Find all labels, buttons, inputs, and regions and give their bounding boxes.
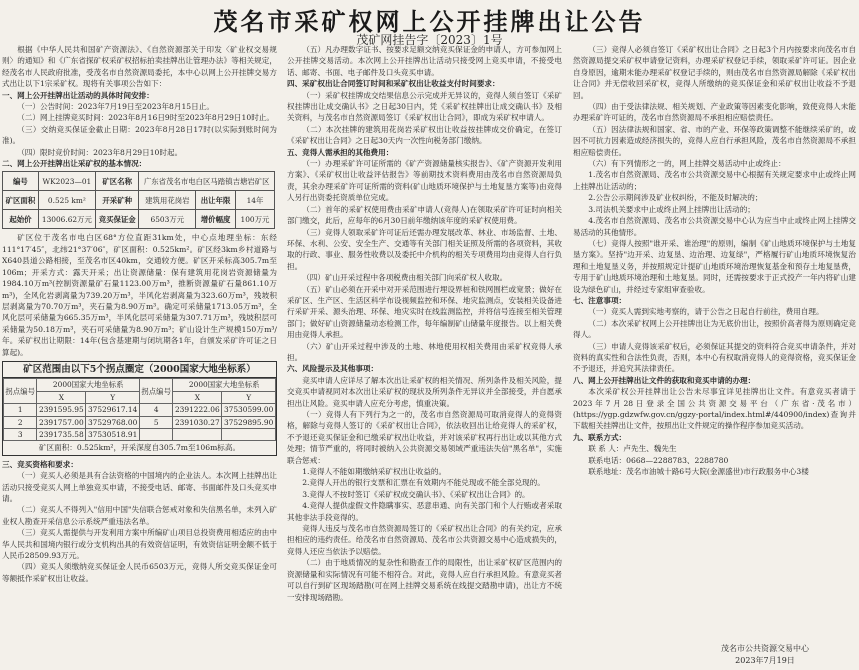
col-header-x: X [173,391,222,403]
table-cell: 开采矿种 [95,191,139,210]
s6-item: （六）有下列情形之一的，网上挂牌交易活动中止或终止： [588,159,786,169]
table-row [3,172,275,191]
s5-item: （三）竞得人领取采矿许可证后还需办理发展改革、林业、市场监督、土地、环保、水利、公安、安全生产、交通等有关部门相关证照及所需的各项资料，其收取的行政、事业、服务性收费以及委托中介机构的相关专项费用均由竞得人自行负担。 [287,227,562,271]
table-cell: 100万元 [235,210,274,229]
s6-item: （一）竞得人有下列行为之一的，茂名市自然资源局可取消竞得人的竞得资格，解除与竞得人签订的《采矿权出让合同》，依法收回出让给竞得人的采矿权，不予退还竞买保证金和已缴采矿权出让收益，并对该采矿权再行出让或以其他方式处理；情节严重的，将同时被纳入公共资源交易领域严重违法失信"黑名单"，实施联合惩戒： [287,410,562,465]
s5-item: （一）办理采矿许可证所需的《矿产资源储量核实报告》、《矿产资源开发利用方案》、《采矿权出让收益评估报告》等前期技术资料费用由茂名市自然资源局负责，其余办理采矿许可证所需的资料(矿山地质环境保护与土地复垦方案等)由竞得人另行出资委托资质单位完成。 [287,159,562,203]
table-cell: 矿区名称 [95,172,139,191]
coordinate-box [2,361,277,456]
section-4-heading: 四、采矿权出让合同签订时间和采矿权出让收益支付时间要求： [287,79,500,89]
s6-item: 4.竞得人提供虚假文件隐瞒事实、恶意串通、向有关部门和个人行贿或者采取其他非法手段竞得的。 [287,501,562,522]
col-header-x: X [37,391,86,403]
section-2-heading: 二、网上公开挂牌出让采矿权的基本情况： [2,159,147,169]
s6-item: （三）竞得人必须自签订《采矿权出让合同》之日起3个月内按要求向茂名市自然资源局提交采矿权申请登记资料，办理采矿权登记手续，领取采矿许可证。因企业自身原因，逾期未能办理采矿权登记手续的，则由茂名市自然资源局解除《采矿权出让合同》并无偿收回采矿权，竞得人所缴纳的竞买保证金和采矿权出让收益不予退回。 [573,45,856,100]
table-cell: 37529617.14 [86,404,140,416]
table-row [4,428,276,440]
table-row [3,210,275,229]
s3-item: （四）竞买人须缴纳竞买保证金人民币6503万元，竞得人所交竞买保证金可等额抵作采矿权出让收益。 [2,562,277,583]
table-cell: 出让年限 [196,191,236,210]
s4-item: （一）采矿权挂牌成交结果信息公示完成并无异议的，竞得人须自签订《采矿权挂牌出让成交确认书》之日起30日内，凭《采矿权挂牌出让成交确认书》及相关资料，与茂名市自然资源局签订《采矿权出让合同》，即成为采矿权申请人。 [287,90,562,123]
table-cell: 增价幅度 [196,210,236,229]
table-cell: 2391595.95 [37,404,86,416]
coordinate-title: 矿区范围由以下5个拐点圈定（2000国家大地坐标系） [3,362,276,378]
coordinate-table [3,378,276,441]
signature-block [680,643,850,667]
s6-item: （四）由于受法律法规、相关规划、产业政策等因素变化影响，致使竞得人未能办理采矿许可证的，茂名市自然资源局不承担相应赔偿责任。 [573,102,856,123]
table-cell: 5 [139,416,172,428]
mining-right-basic-table [2,171,275,229]
table-cell: 4 [139,404,172,416]
table-cell: 2391030.27 [173,416,222,428]
s6-item: 1.茂名市自然资源局、茂名市公共资源交易中心根据有关规定要求中止或终止网上挂牌出让活动的； [573,170,856,191]
s8-item: 本次采矿权公开挂牌出让公告未尽事宜详见挂牌出让文件。有意竞买者请于2023年7月28日登录全国公共资源交易平台（广东省·茂名市）(https://ygp.gdzwfw.gov.cn/ggzy-portal/index.html#/440900/index)查询并下载相关挂牌出让文件，按照出让文件规定的操作程序参加竞买活动。 [573,387,856,431]
s6-item: （二）由于地质情况的复杂性和勘查工作的局限性，出让采矿权矿区范围内的资源储量和实际情况有可能不相符合。对此，竞得人应自行承担风险。有意竞买者可以自行到矿区现场踏勘(可在网上挂牌交易系统在线提交踏勘申请)，出让方不统一安排现场踏勘。 [287,558,562,602]
s3-item: （二）竞买人不得列入"信用中国"失信联合惩戒对象和失信黑名单，未列入矿业权人勘查开采信息公示系统严重违法名单。 [2,505,277,526]
s5-item: （二）首年的采矿权使用费由采矿申请人(竞得人)在领取采矿许可证时向相关部门缴交，此后，应每年的6月30日前年缴纳该年度的采矿权使用费。 [287,204,562,226]
table-cell: 竞买保证金 [95,210,139,229]
contact-address: 联系地址：茂名市油城十路6号大院(金源盛世)市行政服务中心3楼 [588,467,809,477]
s6-item: 竞买申请人应详尽了解本次出让采矿权的相关情况、所列条件及相关风险，提交竞买申请视同对本次出让采矿权的现状及所列条件无异议并全部接受，并自愿承担出让风险。竞买申请人应充分考虑，慎重决策。 [287,375,562,408]
table-cell: 14年 [235,191,274,210]
s1-item: （二）网上挂牌竞买时间：2023年8月16日9时至2023年8月29日10时止。 [17,113,274,123]
table-cell [173,428,222,440]
coordinate-footer: 矿区面积：0.525km²，开采深度自305.7m至106m标高。 [38,443,241,453]
col-header: 拐点编号 [139,379,172,404]
table-cell: 矿区面积 [3,191,39,210]
section-6-heading: 六、风险提示及其他事项： [287,364,379,374]
intro-paragraph: 根据《中华人民共和国矿产资源法》、《自然资源部关于印发〈矿业权交易规则〉的通知》和《广东省探矿权采矿权招标拍卖挂牌出让管理办法》等相关规定，经茂名市人民政府批准，受茂名市自然资源局委托，本中心以网上公开挂牌交易方式出让以下1宗采矿权。现将有关事项公告如下： [2,45,277,89]
table-cell: 1 [4,404,37,416]
section-5-heading: 五、竞得人需承担的其他费用： [287,147,394,157]
table-cell: 37530599.00 [222,404,276,416]
section-3-heading: 三、竞买资格和要求： [2,459,78,469]
s6-item: 竞得人违反与茂名市自然资源局签订的《采矿权出让合同》的有关约定，应承担相应的违约责任。给茂名市自然资源局、茂名市公共资源交易中心造成损失的，竞得人还应当依法予以赔偿。 [287,524,562,556]
signature-org: 茂名市公共资源交易中心 [721,644,809,653]
table-cell: 3 [4,428,37,440]
section-8-heading: 八、网上公开挂牌出让文件的获取和竞买申请的办理： [573,375,756,385]
table-cell: 2 [4,416,37,428]
s1-item: （三）交纳竞买保证金截止日期：2023年8月28日17时(以实际到账时间为准)。 [2,124,277,146]
s5-item: （六）矿山开采过程中涉及的土地、林地使用权相关费用由采矿权竞得人承担。 [287,341,562,362]
s6-item: （七）竞得人按照"谁开采、谁治理"的原则，编制《矿山地质环境保护与土地复垦方案》。坚持"边开采、边复垦、边治理、边复绿"，严格履行矿山地质环境恢复治理和土地复垦义务，并按照规定计提矿山地质环境治理恢复基金和预存土地复垦费，专用于矿山地质环境治理和土地复垦。同时，还需按要求于正式投产一年内将矿山建设为绿色矿山，并经过专家组审查验收。 [573,238,856,294]
table-cell: 2391222.06 [173,404,222,416]
table-cell: 6503万元 [139,210,196,229]
table-cell: 广东省茂名市电白区马踏镇吉塘岩矿区 [139,172,275,191]
table-cell: 编号 [3,172,39,191]
col-header: 拐点编号 [4,379,37,404]
table-cell: 37530518.91 [86,428,140,440]
contact-person: 联 系 人：卢先生、魏先生 [588,444,677,454]
s3-item: （一）竞买人必须是具有合法资格的中国境内的企业法人。本次网上挂牌出让活动只接受竞买人网上单独竞买申请，不接受电话、邮寄、书面邮件及口头竞买申请。 [2,471,277,503]
table-cell: 37529768.00 [86,416,140,428]
table-cell [139,428,172,440]
s6-item: 2.公告公示期间涉及矿业权纠纷，不能及时解决的； [588,193,763,203]
s3-item: （三）竞买人需提供与开发利用方案中所编矿山项目总投资费用相适应的由中华人民共和国境内银行或分支机构出具的有效资信证明，有效资信证明金额不低于人民币28509.93万元。 [2,528,277,561]
s5-item: （四）矿山开采过程中各项税费由相关部门向采矿权人收取。 [302,273,508,283]
table-row [4,416,276,428]
table-cell: 建筑用花岗岩 [139,191,196,210]
table-cell: 13006.62万元 [38,210,95,229]
section-9-heading: 九、联系方式： [573,432,627,442]
s6-item: 2.竞得人开出的银行支票和汇票在有效期内不能兑现或不能全部兑现的。 [302,478,545,488]
s6-item: 3.竞得人不按时签订《采矿权成交确认书》、《采矿权出让合同》的。 [302,489,530,499]
s1-item: （四）限时竞价时间：2023年8月29日10时起。 [17,147,183,157]
table-cell: 0.525 km² [38,191,95,210]
table-cell [222,428,276,440]
column-2 [287,44,562,603]
col-header: 2000国家大地坐标系 [37,379,140,391]
contact-phone: 联系电话：0668—2288783、2288780 [588,455,729,465]
table-row [4,404,276,416]
table-cell: 2391757.00 [37,416,86,428]
col-header-y: Y [86,391,140,403]
col-header-y: Y [222,391,276,403]
table-cell: 37529895.90 [222,416,276,428]
column-1 [2,44,277,584]
s6-item: （五）因法律法规和国家、省、市的产业、环保等政策调整不能继续采矿的，或因不可抗力因素造成经济损失的，竞得人应自行承担风险，茂名市自然资源局不承担相应赔偿责任。 [573,124,856,157]
s6-item: 3.司法机关要求中止或终止网上挂牌出让活动的； [588,204,755,214]
notice-title: 茂名市采矿权网上公开挂牌出让公告 [213,7,646,36]
s6-item: 4.茂名市自然资源局、茂名市公共资源交易中心认为应当中止或终止网上挂牌交易活动的其他情形。 [573,216,856,237]
table-cell: 2391735.58 [37,428,86,440]
s7-item: （三）申请人竞得该采矿权后，必须保证其提交的资料符合竞买申请条件，并对资料的真实性和合法性负责，否则，本中心有权取消竞得人的竞得资格，竞买保证金不予退还，并追究其法律责任。 [573,341,856,374]
s6-item: 1.竞得人不能如期缴纳采矿权出让收益的。 [302,467,447,477]
s5-item: （五）矿山必须在开采中对开采范围进行埋设界桩和铁网围栏或宽景；做好在采矿区、生产区、生活区科学布设视频监控和环保、地灾监测点，安装相关设备进行采矿开采、源头治理、环保、地灾实时在线监测监控，并将信号连接至相关管理部门；做好矿山资源储量动态检测工作，每年编制矿山储量年度报告。以上相关费用由竞得人承担。 [287,284,562,340]
signature-date: 2023年7月19日 [735,656,795,665]
col-header: 2000国家大地坐标系 [173,379,276,391]
s3-item: （五）凡办理数字证书、按要求足额交纳竞买保证金的申请人，方可参加网上公开挂牌交易活动。本次网上公开挂牌出让活动只接受网上竞买申请，不接受电话、邮寄、书面、电子邮件及口头竞买申请。 [287,45,562,77]
table-row [3,191,275,210]
table-cell: 起始价 [3,210,39,229]
section-7-heading: 七、注意事项： [573,295,627,305]
s1-item: （一）公告时间：2023年7月19日至2023年8月15日止。 [17,102,214,112]
table-cell: WK2023—01 [38,172,95,191]
s7-item: （二）本次采矿权网上公开挂牌出让为无底价出让，按照价高者得为原则确定竞得人。 [573,318,856,340]
section-1-heading: 一、网上公开挂牌出让活动的具体时间安排： [2,90,154,100]
mine-description: 矿区位于茂名市电白区68°方位直距31km处，中心点地理坐标：东经111°17′45″，北纬21°37′06″，矿区面积：0.525km²。矿区经3km乡村道路与X640县道公路相接，至茂名市区40km，交通较方便。矿区开采标高305.7m至106m；开采方式：露天开采；出让资源储量：保有建筑用花岗岩资源储量为1984.10万m³(控制资源量矿石量1123.00万m³，推断资源量矿石量861.10万m³)，全风化岩剥离量为739.20万m³，半风化岩剥离量为323.60万m³，残坡积层剥离量为70.70万m³，夹石量为8.90万m³。确定可采储量1713.05万m³，全风化层可采储量为665.35万m³，半风化层可采储量为307.71万m³，残坡积层可采储量为50.18万m³，夹石可采储量为8.90万m³；矿山设计生产规模150万m³/年。采矿权出让期限：14年(包含基建期与闭坑期各1年，自颁发采矿许可证之日算起)。 [2,233,277,357]
s4-item: （二）本次挂牌的建筑用花岗岩采矿权出让收益按挂牌成交价确定，在签订《采矿权出让合同》之日起30天内一次性向税务部门缴纳。 [287,124,562,146]
notice-number: 茂矿网挂告字〔2023〕1号 [356,33,503,47]
s7-item: （一）竞买人需到实地考察的，请于公告之日起自行前往，费用自理。 [588,307,824,317]
column-3 [573,44,856,477]
table-header-row [4,379,276,391]
